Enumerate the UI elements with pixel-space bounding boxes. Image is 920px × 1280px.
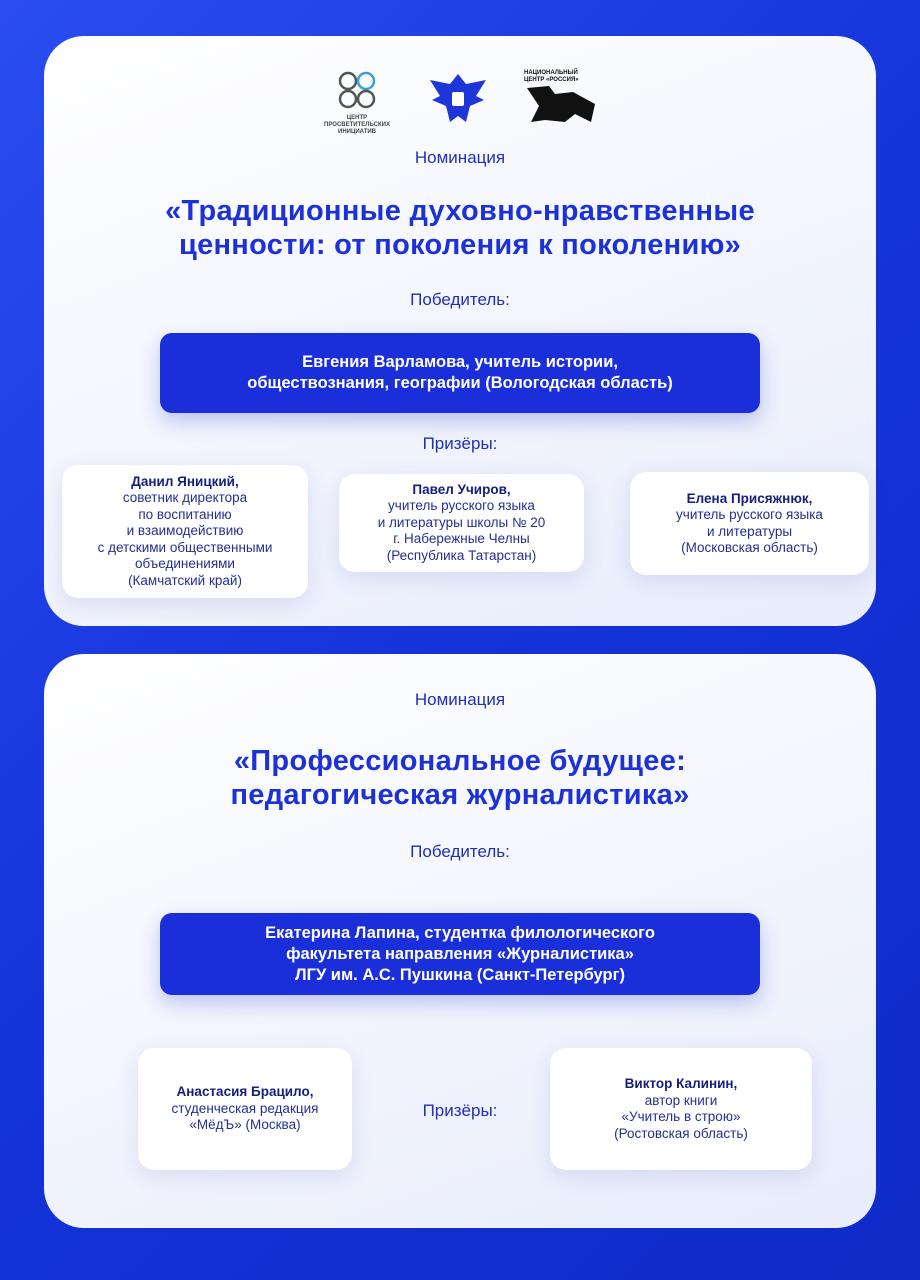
prizes-label: Призёры: xyxy=(422,1101,498,1120)
winner-label: Победитель: xyxy=(410,842,510,861)
national-center-russia-logo: НАЦИОНАЛЬНЫЙ ЦЕНТР «РОССИЯ» xyxy=(524,70,598,129)
nomination-label: Номинация xyxy=(414,148,506,167)
logos xyxy=(44,70,876,136)
nomination-card-1 xyxy=(44,36,876,626)
prize-card: Анастасия Брацило, студенческая редакция «МёдЪ» (Москва) xyxy=(138,1048,352,1170)
prize-card: Данил Яницкий, советник директора по воспитанию и взаимодействию с детскими общественными объединениями (Камчатский край) xyxy=(62,465,308,598)
nomination-label: Номинация xyxy=(414,690,506,709)
prize-card: Павел Учиров, учитель русского языка и литературы школы № 20 г. Набережные Челны (Республика Татарстан) xyxy=(339,474,584,572)
prize-card: Виктор Калинин, автор книги «Учитель в строю» (Ростовская область) xyxy=(550,1048,812,1170)
nomination-title: «Традиционные духовно-нравственные ценности: от поколения к поколению» xyxy=(165,195,755,261)
prizes-label: Призёры: xyxy=(422,434,498,453)
nomination-title: «Профессиональное будущее: педагогическая журналистика» xyxy=(230,745,690,811)
prize-card: Елена Присяжнюк, учитель русского языка и литературы (Московская область) xyxy=(630,472,869,575)
ministry-eagle-logo xyxy=(426,70,490,131)
winner-label: Победитель: xyxy=(410,290,510,309)
nomination-card-2 xyxy=(44,654,876,1228)
cpi-logo: ЦЕНТР ПРОСВЕТИТЕЛЬСКИХ ИНИЦИАТИВ xyxy=(322,70,392,136)
winner-box: Евгения Варламова, учитель истории, обществознания, географии (Вологодская область) xyxy=(160,333,760,413)
winner-box: Екатерина Лапина, студентка филологического факультета направления «Журналистика» ЛГУ им. А.С. Пушкина (Санкт-Петербург) xyxy=(160,913,760,995)
